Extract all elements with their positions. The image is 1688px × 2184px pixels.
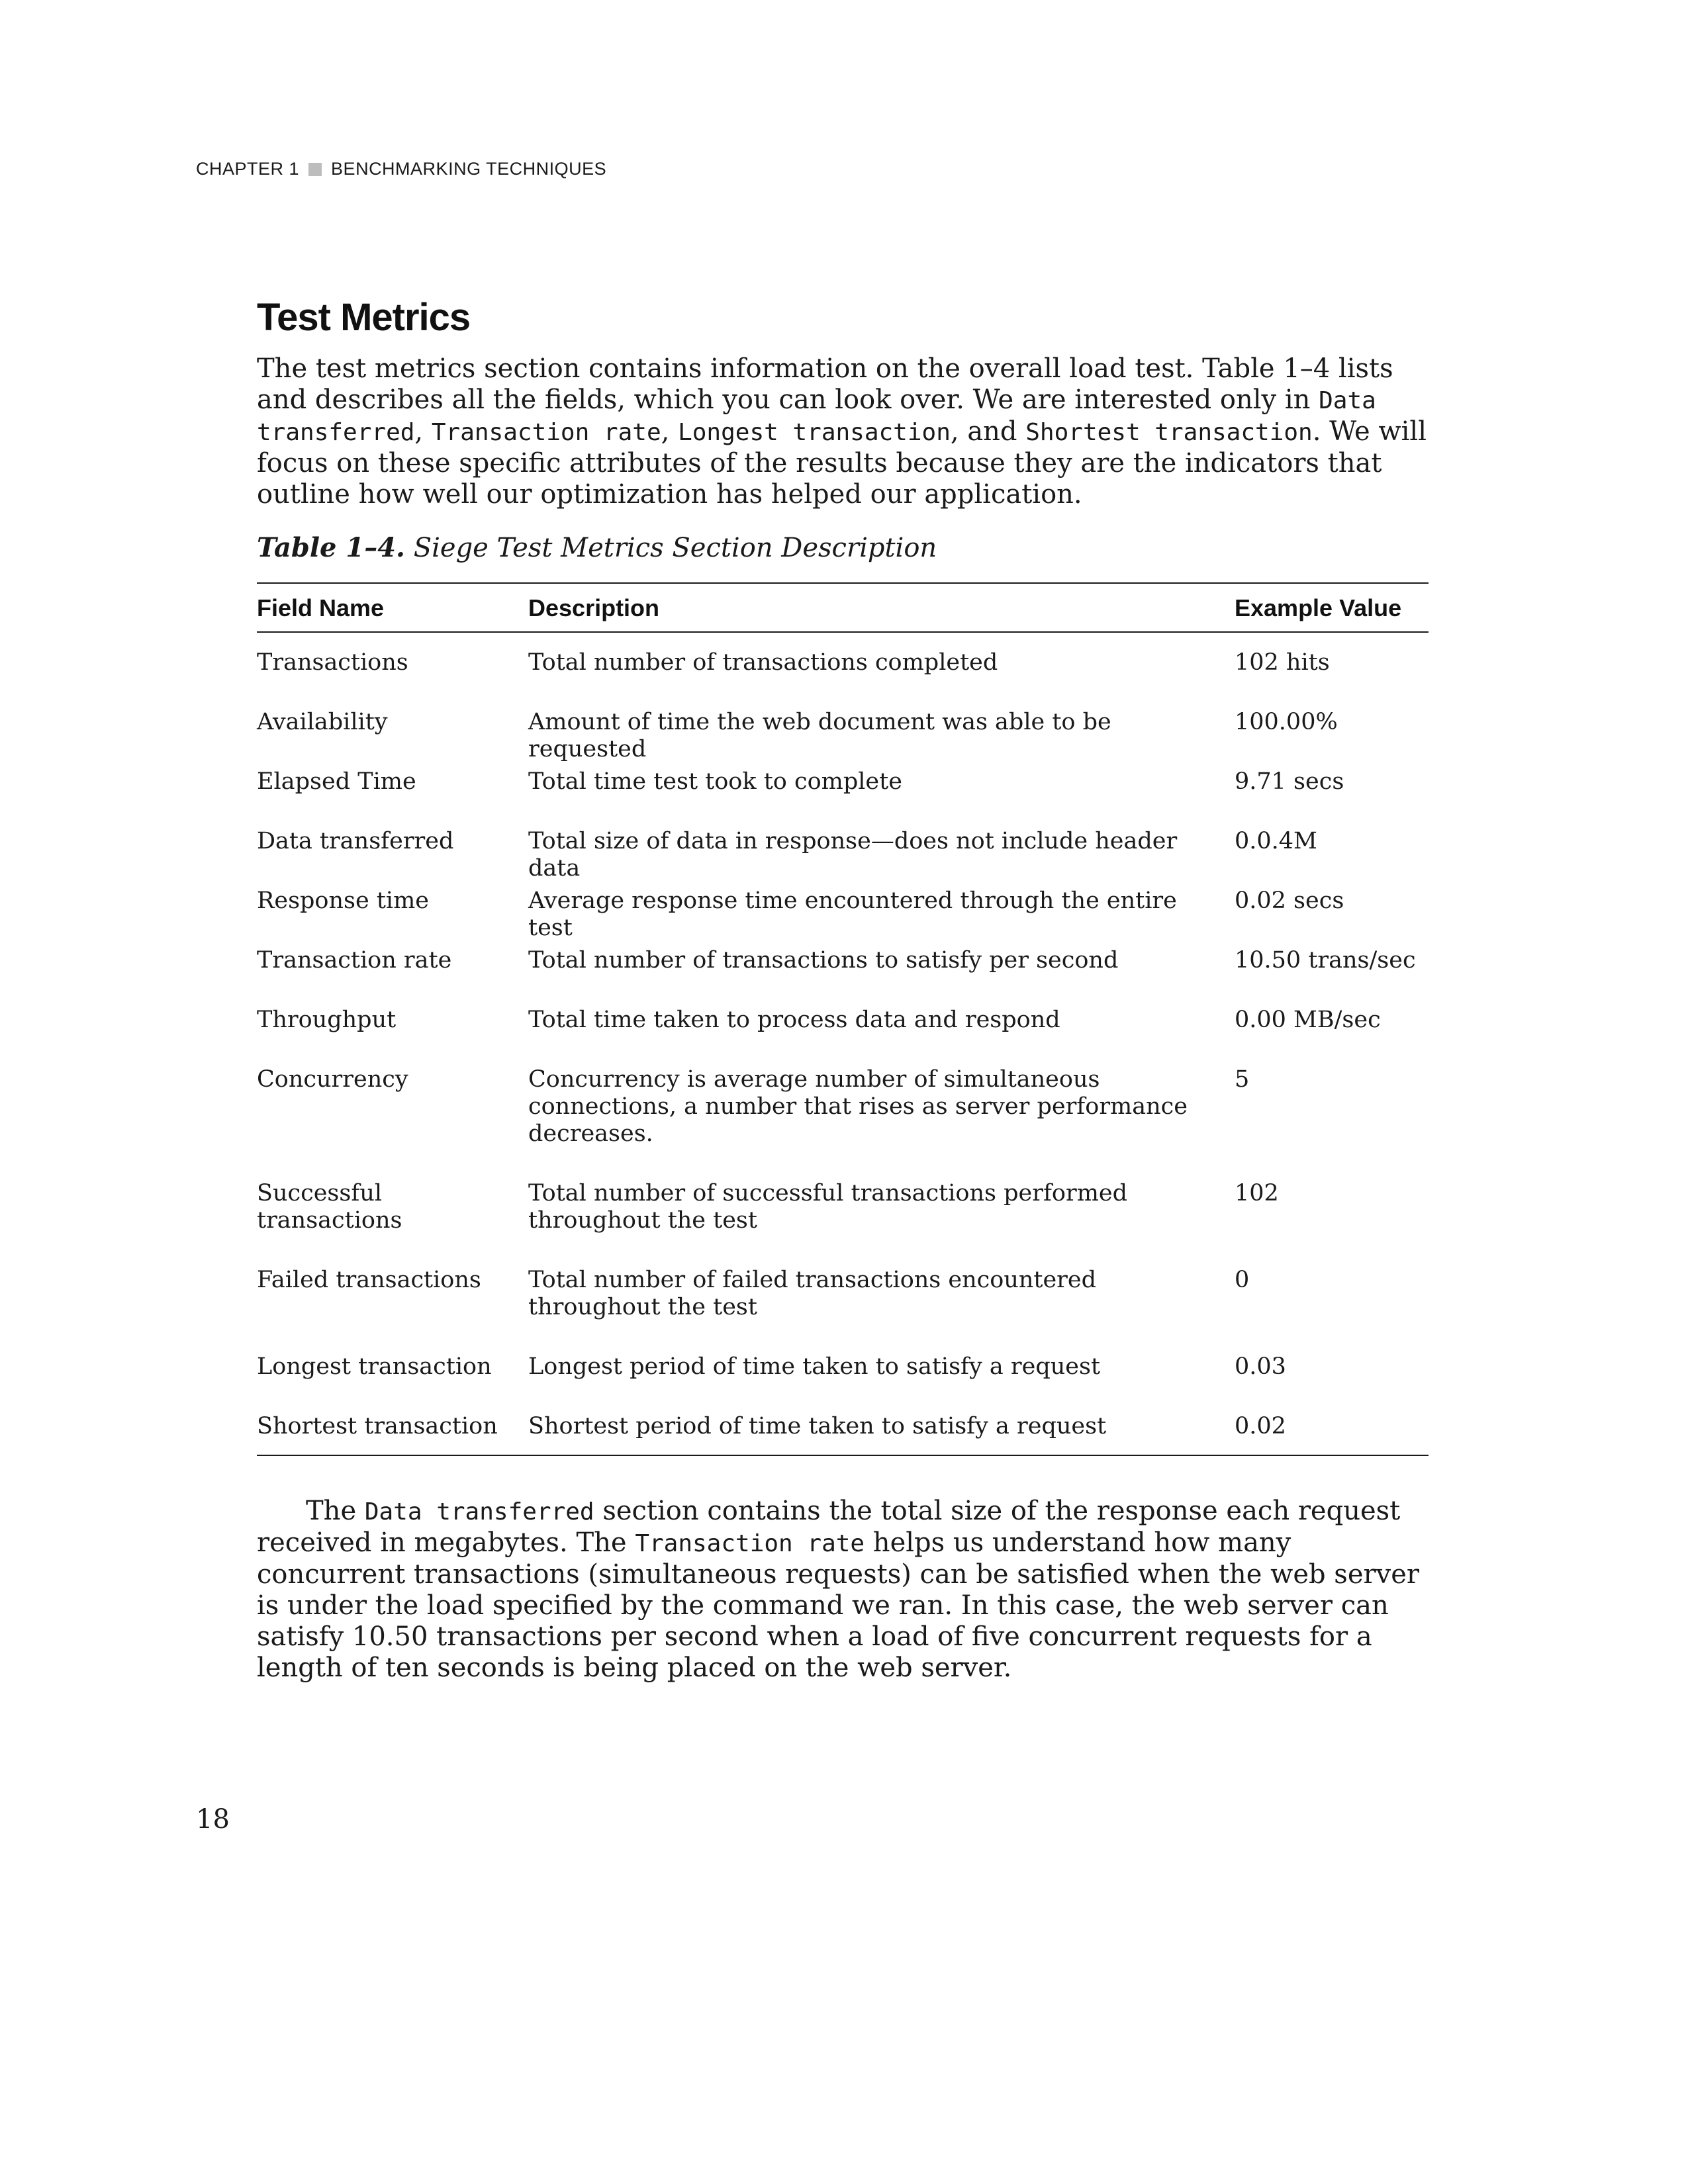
header-description: Description <box>528 594 660 621</box>
table-bottom-rule <box>257 1455 1429 1456</box>
code-transaction-rate: Transaction rate <box>431 419 661 446</box>
cell-example: 0 <box>1235 1267 1250 1293</box>
cell-description: Total size of data in response—does not include header data <box>528 828 1178 882</box>
cell-example: 0.0.4M <box>1235 828 1317 854</box>
cell-example: 102 <box>1235 1180 1279 1206</box>
cell-example: 5 <box>1235 1066 1250 1093</box>
table-caption <box>257 532 937 563</box>
table-top-rule <box>257 582 1429 584</box>
cell-field: Availability <box>257 709 388 735</box>
cell-description: Total time test took to complete <box>528 768 902 795</box>
cell-field: Elapsed Time <box>257 768 416 795</box>
page-number: 18 <box>196 1804 230 1835</box>
cell-example: 102 hits <box>1235 649 1330 676</box>
cell-example: 10.50 trans/sec <box>1235 947 1416 974</box>
cell-field: Data transferred <box>257 828 454 854</box>
table-caption-text: Siege Test Metrics Section Description <box>404 533 937 563</box>
code-data-transferred: Data transferred <box>364 1498 594 1525</box>
cell-description: Longest period of time taken to satisfy a request <box>528 1353 1101 1380</box>
closing-paragraph: The Data transferred section contains the total size of the response each request received in megabytes. The Transaction rate helps us understand how many concurrent transactions (simultaneous requests) can be satisfied when the web server is under the load specified by the command we ran. In this case, the web server can satisfy 10.50 transactions per second when a load of five concurrent requests for a length of ten seconds is being placed on the web server. <box>257 1496 1420 1683</box>
cell-field: Successful transactions <box>257 1180 402 1234</box>
code-shortest-transaction: Shortest transaction <box>1025 419 1313 446</box>
cell-field: Transactions <box>257 649 408 676</box>
code-data-transferred: Data transferred <box>257 387 1376 446</box>
cell-example: 0.02 secs <box>1235 887 1344 914</box>
cell-example: 0.03 <box>1235 1353 1286 1380</box>
cell-example: 0.02 <box>1235 1413 1286 1439</box>
running-head-title: BENCHMARKING TECHNIQUES <box>331 159 607 179</box>
square-bullet-icon <box>308 163 322 176</box>
table-header-rule <box>257 631 1429 633</box>
table-caption-label: Table 1–4. <box>257 532 405 563</box>
cell-description: Total number of successful transactions performed throughout the test <box>528 1180 1128 1234</box>
cell-field: Failed transactions <box>257 1267 481 1293</box>
header-field-name: Field Name <box>257 594 385 621</box>
cell-field: Response time <box>257 887 430 914</box>
intro-paragraph: The test metrics section contains information on the overall load test. Table 1–4 lists and describes all the fields, which you can look over. We are interested only in Data transferred, Transaction rate, Longest transaction, and Shortest transaction. We will focus on these specific attributes of the results because they are the indicators that outline how well our optimization has helped our application. <box>257 353 1427 510</box>
cell-field: Shortest transaction <box>257 1413 498 1439</box>
header-example-value: Example Value <box>1235 594 1402 621</box>
cell-example: 100.00% <box>1235 709 1338 735</box>
code-longest-transaction: Longest transaction <box>678 419 951 446</box>
cell-description: Total number of transactions to satisfy per second <box>528 947 1119 974</box>
cell-field: Throughput <box>257 1007 397 1033</box>
cell-description: Average response time encountered through the entire test <box>528 887 1177 941</box>
cell-description: Total number of failed transactions encountered throughout the test <box>528 1267 1097 1320</box>
cell-description: Concurrency is average number of simultaneous connections, a number that rises as server performance decreases. <box>528 1066 1188 1147</box>
cell-example: 0.00 MB/sec <box>1235 1007 1381 1033</box>
code-transaction-rate: Transaction rate <box>635 1530 865 1557</box>
cell-example: 9.71 secs <box>1235 768 1344 795</box>
running-head-chapter: CHAPTER 1 <box>196 159 300 179</box>
cell-description: Total time taken to process data and respond <box>528 1007 1060 1033</box>
section-title: Test Metrics <box>257 296 471 339</box>
cell-field: Transaction rate <box>257 947 452 974</box>
cell-description: Shortest period of time taken to satisfy a request <box>528 1413 1107 1439</box>
cell-field: Concurrency <box>257 1066 408 1093</box>
cell-field: Longest transaction <box>257 1353 492 1380</box>
cell-description: Total number of transactions completed <box>528 649 998 676</box>
cell-description: Amount of time the web document was able to be requested <box>528 709 1111 762</box>
running-head <box>196 159 606 179</box>
